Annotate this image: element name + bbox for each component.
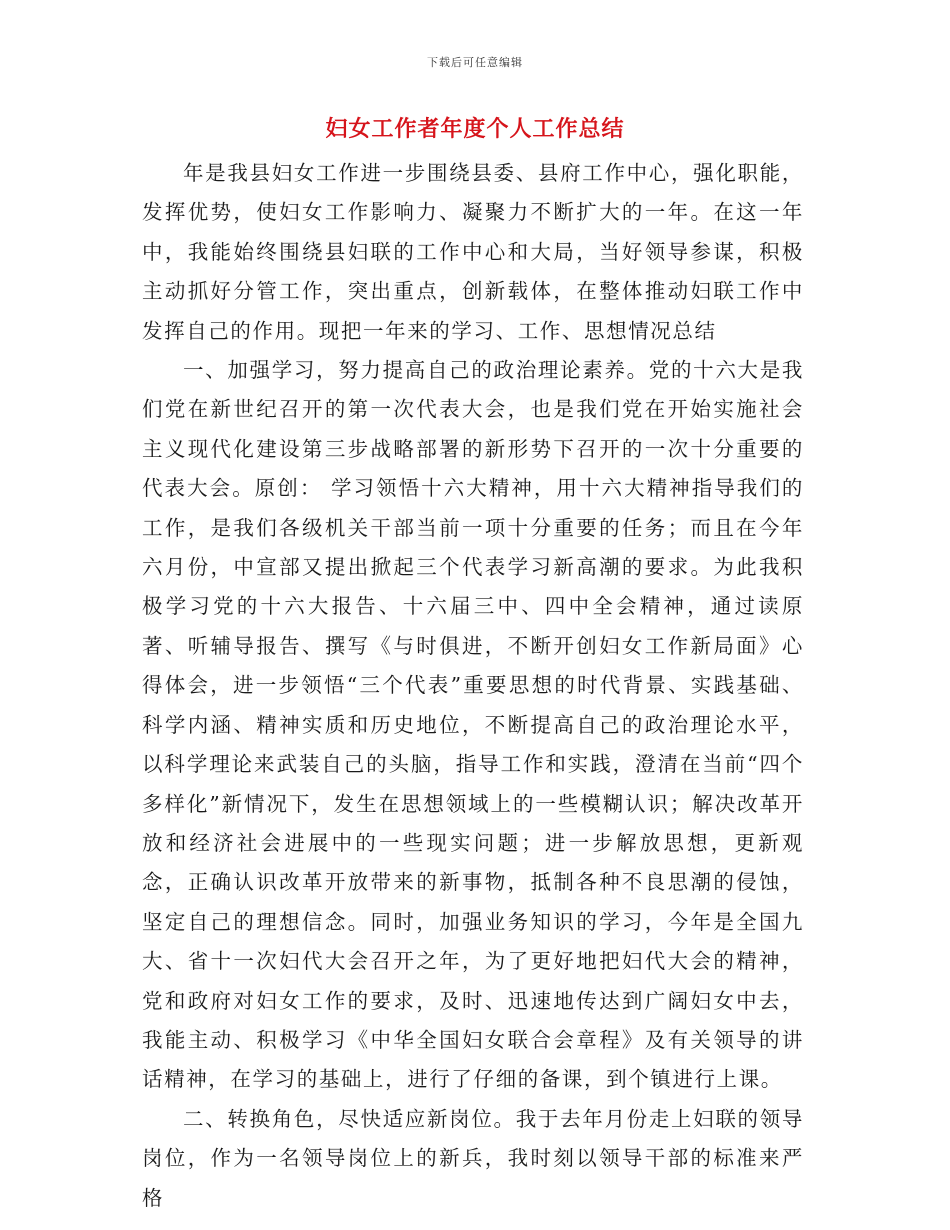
header-note: 下载后可任意编辑 <box>427 56 523 69</box>
paragraph-section-2: 二、转换角色，尽快适应新岗位。我于去年月份走上妇联的领导岗位，作为一名领导岗位上的新兵，我时刻以领导干部的标准来严格 <box>142 1106 804 1210</box>
paragraph-section-1: 一、加强学习，努力提高自己的政治理论素养。党的十六大是我们党在新世纪召开的第一次代表大会，也是我们党在开始实施社会主义现代化建设第三步战略部署的新形势下召开的一次十分重要的代表大会。原创： 学习领悟十六大精神，用十六大精神指导我们的工作，是我们各级机关干部当前一项十分重要的任务；而且在今年六月份，中宣部又提出掀起三个代表学习新高潮的要求。为此我积极学习党的十六大报告、十六届三中、四中全会精神，通过读原著、听辅导报告、撰写《与时俱进，不断开创妇女工作新局面》心得体会，进一步领悟“三个代表”重要思想的时代背景、实践基础、科学内涵、精神实质和历史地位，不断提高自己的政治理论水平，以科学理论来武装自己的头脑，指导工作和实践，澄清在当前“四个多样化”新情况下，发生在思想领域上的一些模糊认识；解决改革开放和经济社会进展中的一些现实问题；进一步解放思想，更新观念，正确认识改革开放带来的新事物，抵制各种不良思潮的侵蚀，坚定自己的理想信念。同时，加强业务知识的学习，今年是全国九大、省十一次妇代大会召开之年，为了更好地把妇代大会的精神，党和政府对妇女工作的要求，及时、迅速地传达到广阔妇女中去，我能主动、积极学习《中华全国妇女联合会章程》及有关领导的讲话精神，在学习的基础上，进行了仔细的备课，到个镇进行上课。 <box>142 358 804 1092</box>
document-body <box>142 154 804 1218</box>
document-title: 妇女工作者年度个人工作总结 <box>325 116 625 142</box>
paragraph-intro: 年是我县妇女工作进一步围绕县委、县府工作中心，强化职能，发挥优势，使妇女工作影响力、凝聚力不断扩大的一年。在这一年中，我能始终围绕县妇联的工作中心和大局，当好领导参谋，积极主动抓好分管工作，突出重点，创新载体，在整体推动妇联工作中发挥自己的作用。现把一年来的学习、工作、思想情况总结 <box>142 161 804 343</box>
